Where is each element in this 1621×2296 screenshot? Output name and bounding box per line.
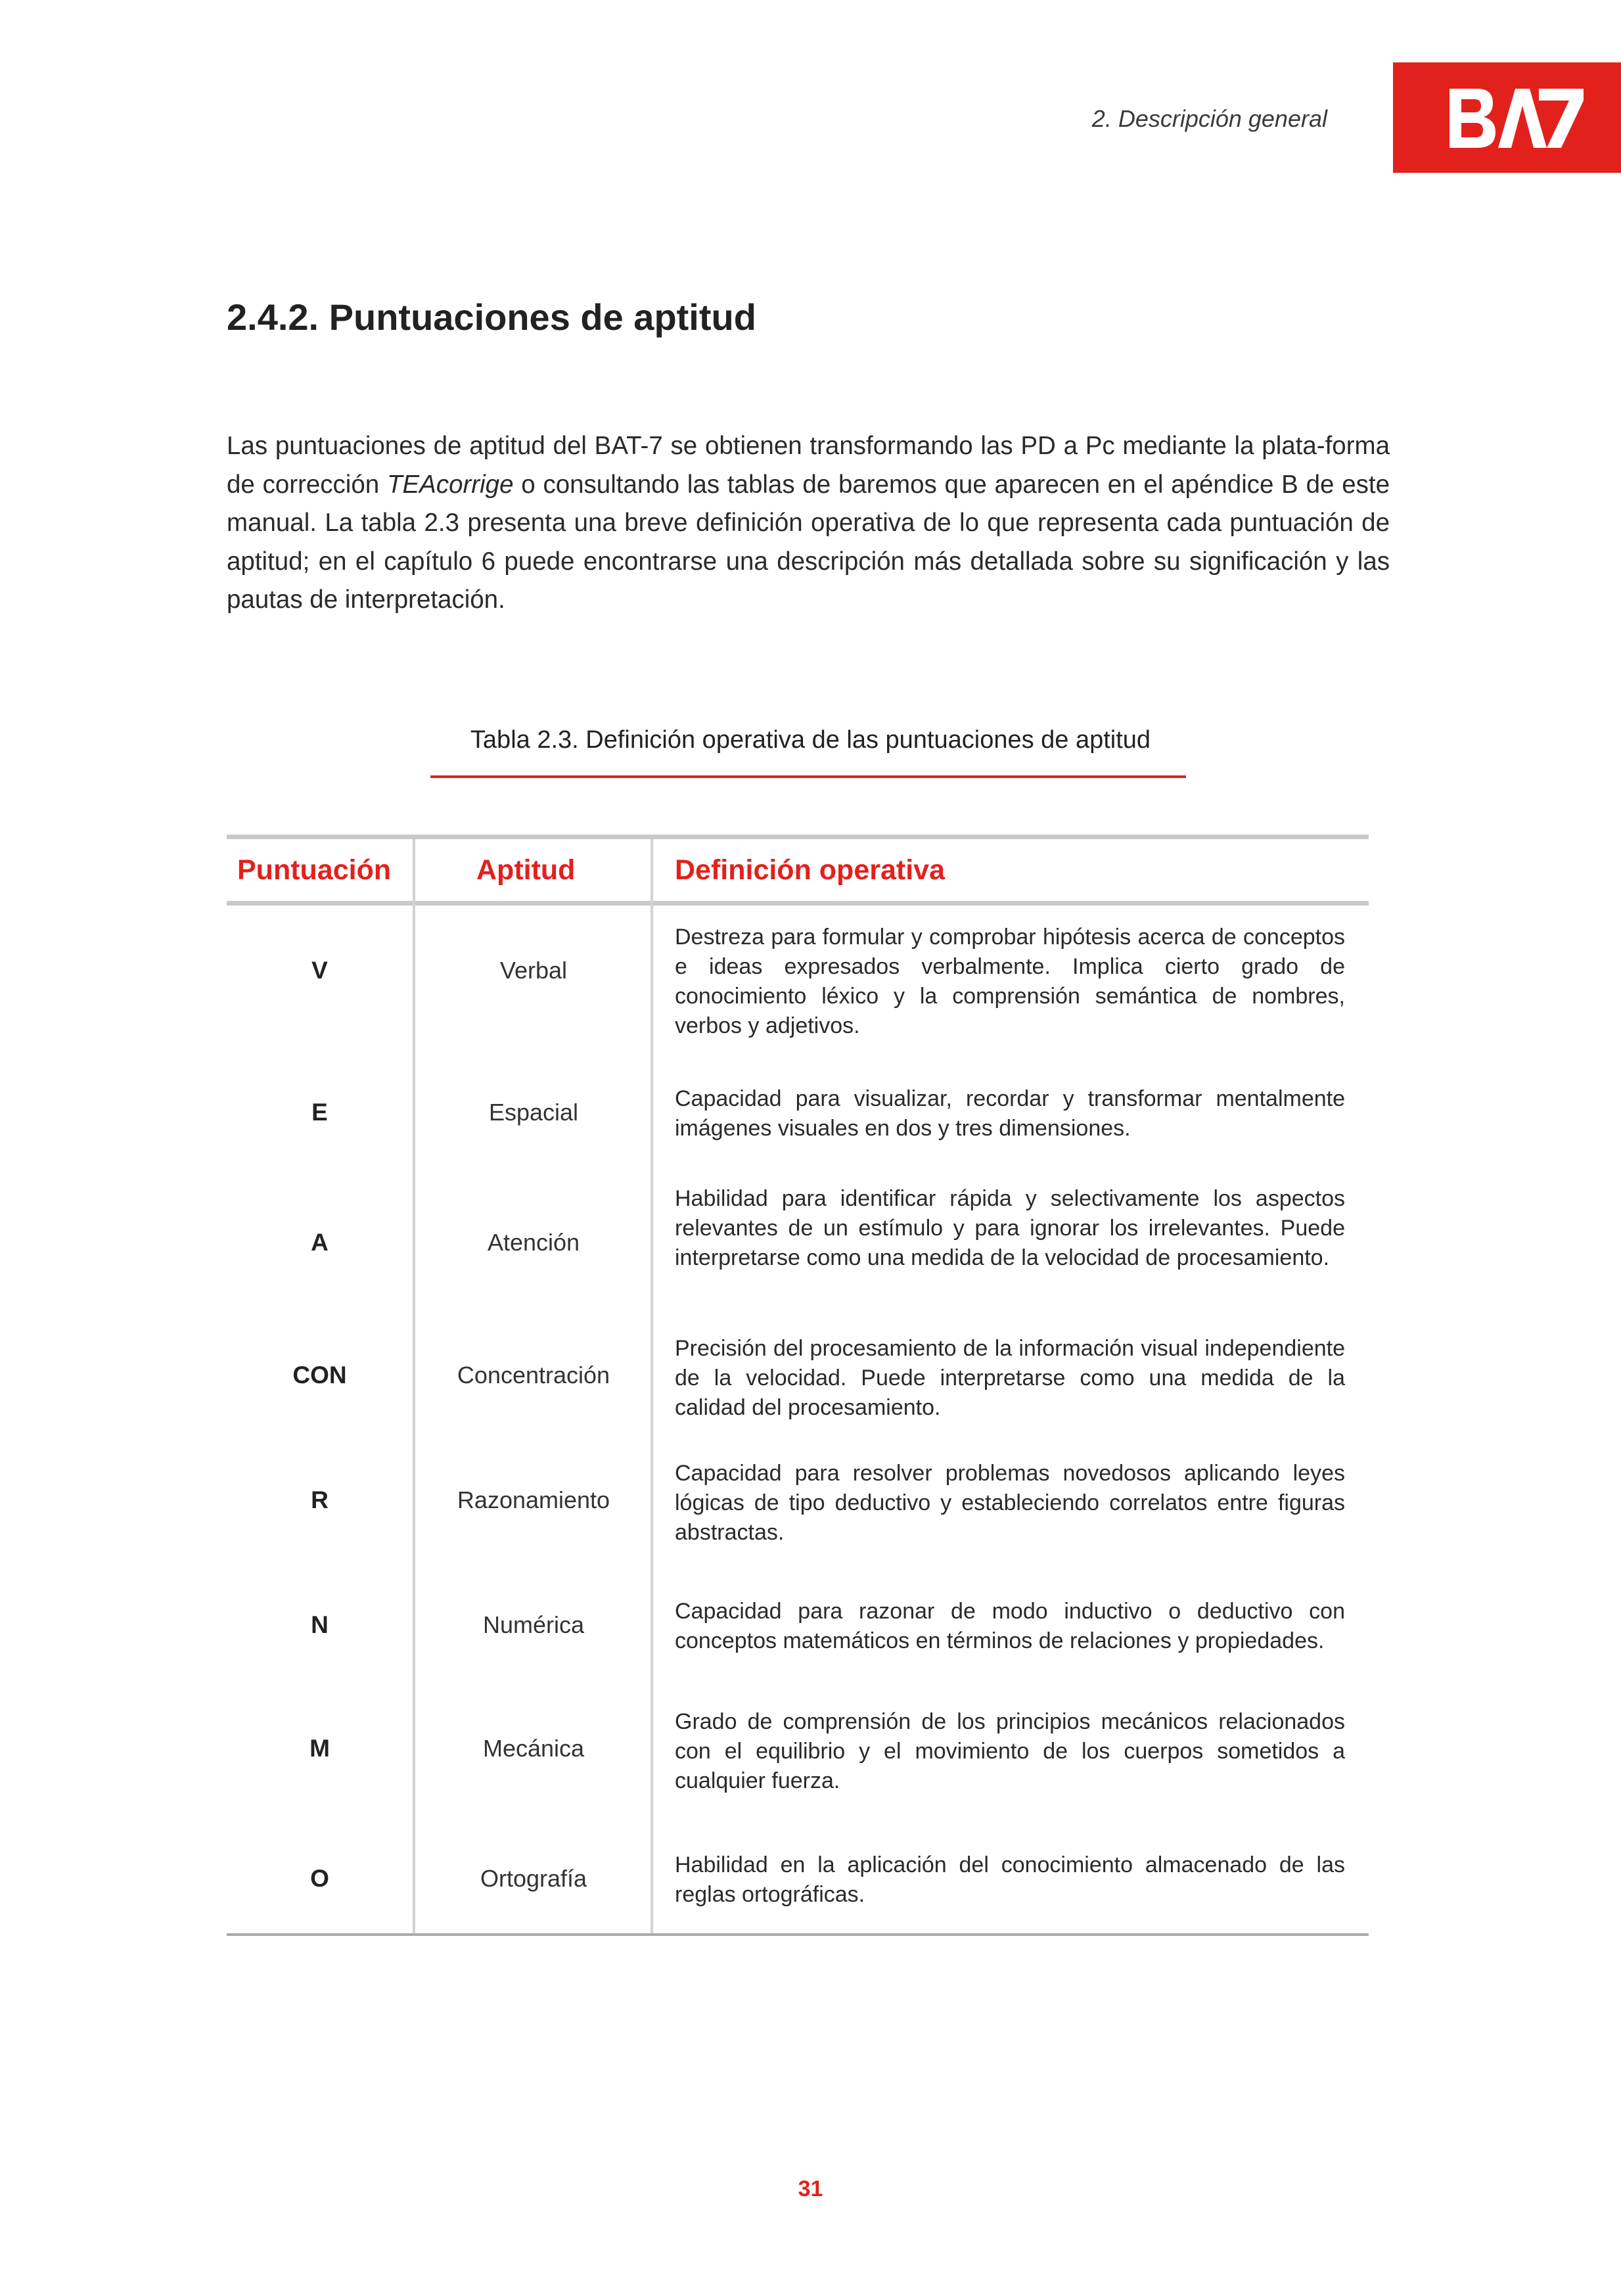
header-aptitud: Aptitud [476, 854, 576, 886]
aptitude-table [227, 835, 1369, 1939]
aptitude-name: Concentración [457, 1362, 610, 1389]
intro-text-part1: Las puntuaciones de aptitud del BAT-7 se obtienen transformando las PD a Pc mediante la plata-forma de corrección [227, 432, 1390, 499]
aptitude-name: Mecánica [482, 1735, 585, 1762]
bat7-logo [1393, 62, 1621, 173]
aptitude-name: Numérica [482, 1611, 585, 1638]
table-header-rule [227, 901, 1369, 906]
score-code: O [310, 1865, 329, 1892]
score-code: V [311, 957, 328, 984]
aptitude-name: Razonamiento [457, 1486, 610, 1513]
definition-text: Grado de comprensión de los principios mecánicos relacionados con el equilibrio y el movimiento de los cuerpos sometidos a cualquier fuerza. [675, 1709, 1345, 1793]
intro-text-part2: o consultando las tablas de baremos que aparecen en el apéndice B de este manual. La tabla 2.3 presenta una breve definición operativa de lo que representa cada puntuación de aptitud; en el capítulo 6 puede encontrarse una descripción más detallada sobre su significación y las pautas de interpretación. [227, 470, 1390, 614]
definition-text: Capacidad para visualizar, recordar y transformar mentalmente imágenes visuales en dos y tres dimensiones. [675, 1086, 1345, 1141]
definition-text: Habilidad para identificar rápida y selectivamente los aspectos relevantes de un estímulo y para ignorar los irrelevantes. Puede interpretarse como una medida de la velocidad de procesamiento. [675, 1186, 1345, 1270]
header-definicion: Definición operativa [675, 854, 945, 886]
definition-text: Habilidad en la aplicación del conocimiento almacenado de las reglas ortográficas. [675, 1852, 1345, 1907]
intro-emphasis: TEAcorrige [386, 470, 514, 499]
aptitude-name: Ortografía [480, 1865, 587, 1892]
aptitude-name: Atención [487, 1229, 580, 1256]
score-code: N [311, 1611, 329, 1638]
table-caption: Tabla 2.3. Definición operativa de las puntuaciones de aptitud [470, 726, 1151, 754]
definition-text: Capacidad para razonar de modo inductivo o deductivo con conceptos matemáticos en términos de relaciones y propiedades. [675, 1599, 1345, 1653]
score-code: A [311, 1229, 329, 1256]
definition-text: Precisión del procesamiento de la información visual independiente de la velocidad. Puede interpretarse como una medida de la calidad del procesamiento. [675, 1336, 1345, 1420]
aptitude-name: Espacial [488, 1099, 579, 1126]
page-number: 31 [798, 2176, 823, 2201]
header-puntuacion: Puntuación [237, 854, 392, 886]
score-code: R [311, 1486, 329, 1513]
intro-paragraph [227, 427, 1390, 620]
score-code: M [309, 1735, 330, 1762]
table-bottom-rule [227, 1933, 1369, 1936]
section-title: 2.4.2. Puntuaciones de aptitud [227, 296, 756, 338]
aptitude-name: Verbal [499, 957, 568, 984]
score-code: E [311, 1099, 328, 1126]
score-code: CON [292, 1362, 347, 1389]
table-top-rule [227, 835, 1369, 839]
definition-text: Capacidad para resolver problemas novedosos aplicando leyes lógicas de tipo deductivo y estableciendo correlatos entre figuras abstractas. [675, 1461, 1345, 1545]
caption-underline [430, 775, 1186, 778]
running-header: 2. Descripción general [1091, 105, 1327, 132]
definition-text: Destreza para formular y comprobar hipótesis acerca de conceptos e ideas expresados verbalmente. Implica cierto grado de conocimiento léxico y la comprensión semántica de nombres, verbos y adjetivos. [675, 925, 1345, 1038]
